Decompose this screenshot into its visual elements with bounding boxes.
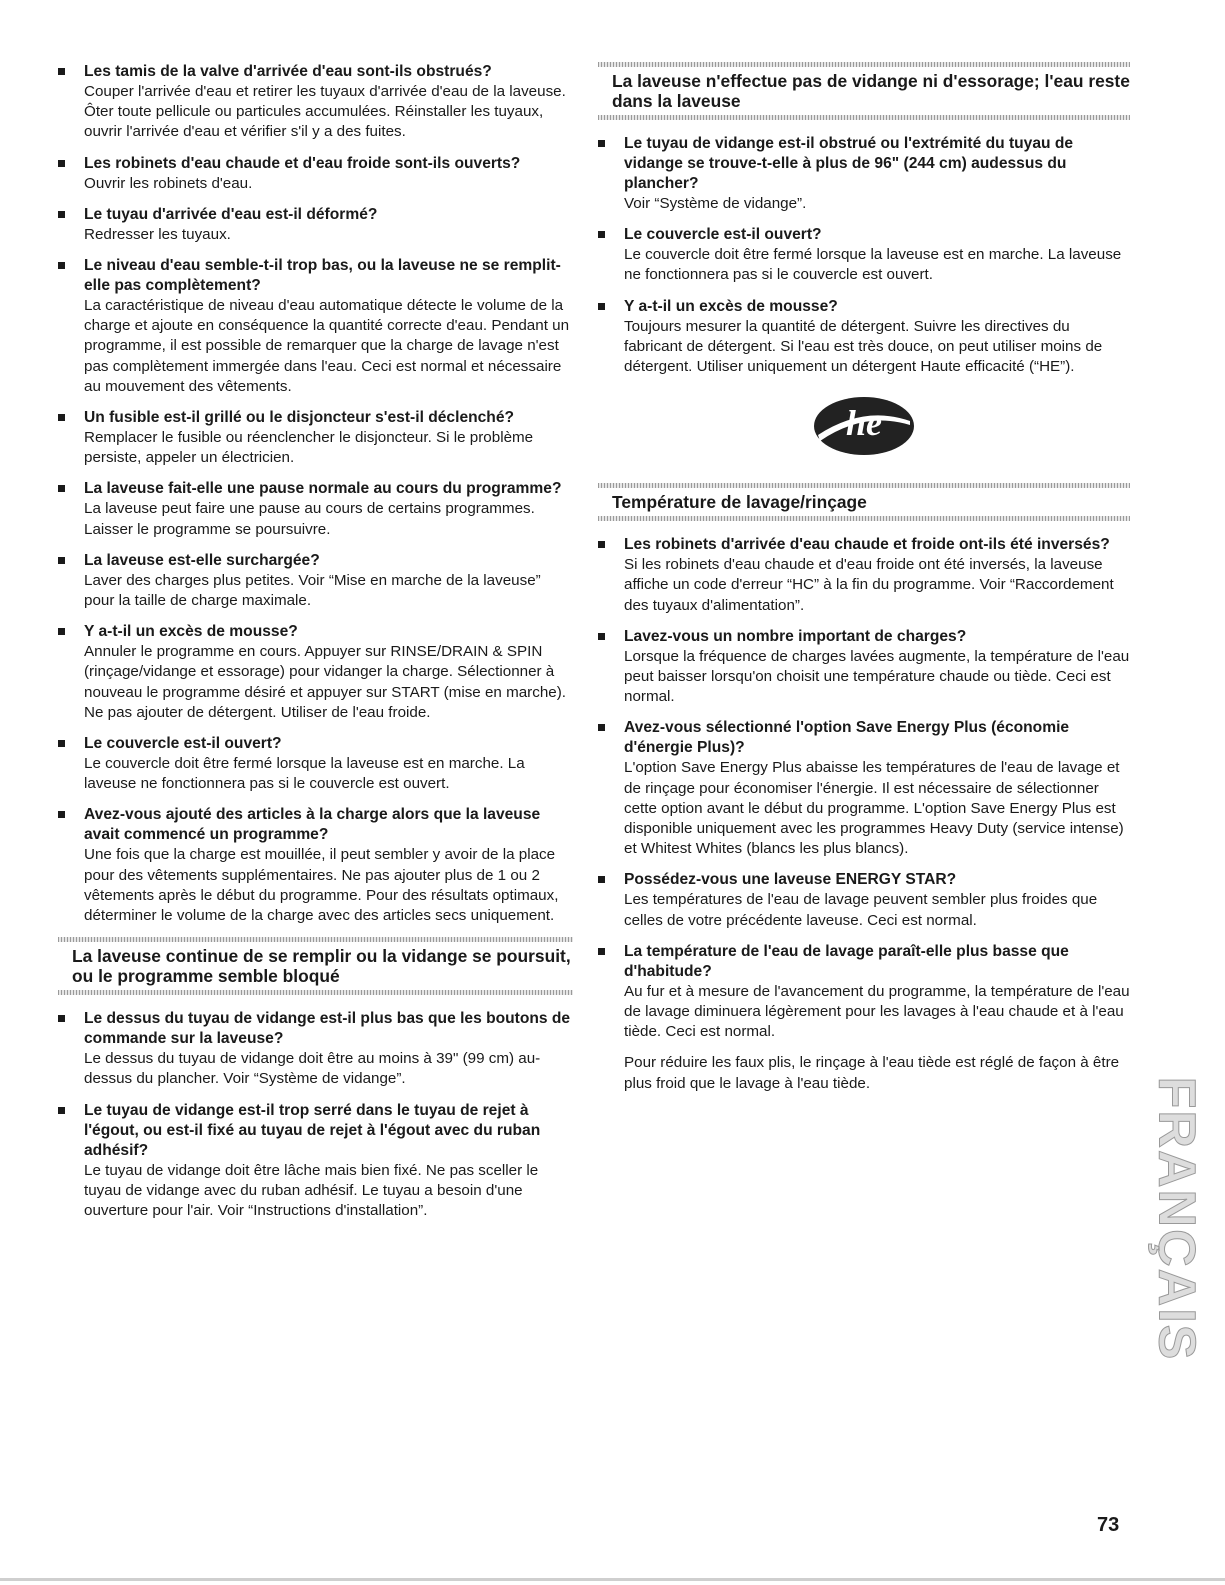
bullet-icon	[58, 557, 65, 564]
faq-question: Les tamis de la valve d'arrivée d'eau sont-ils obstrués?	[84, 63, 492, 80]
faq-item	[598, 942, 1130, 1043]
bottom-rule	[0, 1578, 1225, 1581]
faq-answer: Couper l'arrivée d'eau et retirer les tuyaux d'arrivée d'eau de la laveuse. Ôter toute pellicule ou particules accumulées. Réinstaller les tuyaux, ouvrir l'arrivée d'eau et vérifier s'il y a des fuites.	[84, 83, 566, 141]
faq-item	[58, 622, 573, 723]
faq-item	[58, 805, 573, 926]
faq-answer: Si les robinets d'eau chaude et d'eau froide ont été inversés, la laveuse affiche un code d'erreur “HC” à la fin du programme. Voir “Raccordement des tuyaux d'alimentation”.	[624, 556, 1114, 614]
bullet-icon	[598, 724, 605, 731]
faq-item	[58, 479, 573, 539]
he-logo-icon	[812, 395, 916, 457]
faq-question: Le dessus du tuyau de vidange est-il plus bas que les boutons de commande sur la laveuse?	[84, 1010, 571, 1048]
left-column	[58, 62, 573, 1232]
faq-question: Lavez-vous un nombre important de charges?	[624, 627, 967, 645]
faq-question: Avez-vous ajouté des articles à la charge alors que la laveuse avait commencé un programme?	[84, 806, 541, 844]
faq-answer: Toujours mesurer la quantité de détergent. Suivre les directives du fabricant de détergent. Si l'eau est très douce, on peut utiliser moins de détergent. Utiliser uniquement un détergent Haute efficacité (“HE”).	[624, 317, 1103, 376]
bullet-icon	[58, 1107, 65, 1114]
faq-item	[598, 718, 1130, 859]
right-column	[598, 62, 1130, 1094]
faq-answer: Le couvercle doit être fermé lorsque la laveuse est en marche. La laveuse ne fonctionnera pas si le couvercle est ouvert.	[84, 755, 525, 793]
faq-answer: La caractéristique de niveau d'eau automatique détecte le volume de la charge et ajoute en conséquence la quantité correcte d'eau. Pendant un programme, il est possible de remarquer que la charge de lavage n'est pas complètement immergée dans l'eau. Ceci est normal et nécessaire au mouvement des vêtements.	[84, 297, 570, 395]
bullet-icon	[598, 140, 605, 147]
bullet-icon	[598, 541, 605, 548]
side-tab-label: FRANÇAIS	[1147, 1076, 1206, 1362]
bullet-icon	[598, 948, 605, 955]
bullet-icon	[58, 485, 65, 492]
faq-answer: Remplacer le fusible ou réenclencher le disjoncteur. Si le problème persiste, appeler un électricien.	[84, 429, 534, 467]
faq-item	[58, 551, 573, 611]
faq-answer: Lorsque la fréquence de charges lavées augmente, la température de l'eau peut baisser lorsqu'on choisit une température chaude ou tiède. Ceci est normal.	[624, 647, 1130, 706]
faq-answer: Laver des charges plus petites. Voir “Mise en marche de la laveuse” pour la taille de charge maximale.	[84, 571, 541, 610]
faq-item	[598, 627, 1130, 708]
faq-item	[598, 535, 1130, 616]
faq-answer: Annuler le programme en cours. Appuyer sur RINSE/DRAIN & SPIN (rinçage/vidange et essorage) pour vidanger la charge. Sélectionner à nouveau le programme désiré et appuyer sur START (mise en marche). Ne pas ajouter de détergent. Utiliser de l'eau froide.	[84, 643, 566, 721]
faq-answer: Une fois que la charge est mouillée, il peut sembler y avoir de la place pour des vêtements supplémentaires. Ne pas ajouter plus de 1 ou 2 vêtements après le début du programme. Pour des résultats optimaux, déterminer le volume de la charge avec des articles secs uniquement.	[84, 846, 559, 925]
language-side-tab	[1147, 1076, 1206, 1362]
right-items-b	[598, 535, 1130, 1042]
faq-item	[58, 62, 573, 143]
faq-item	[598, 134, 1130, 214]
right-items-a	[598, 134, 1130, 377]
left-items-b	[58, 1009, 573, 1221]
faq-answer: La laveuse peut faire une pause au cours de certains programmes. Laisser le programme se poursuivre.	[84, 500, 535, 538]
faq-question: Le couvercle est-il ouvert?	[624, 226, 822, 244]
faq-item	[58, 1009, 573, 1089]
bullet-icon	[58, 211, 65, 218]
bullet-icon	[58, 160, 65, 167]
faq-item	[58, 408, 573, 468]
bullet-icon	[58, 414, 65, 421]
bullet-icon	[58, 740, 65, 747]
section-heading-drain: La laveuse n'effectue pas de vidange ni d'essorage; l'eau reste dans la laveuse	[598, 62, 1130, 120]
faq-answer: Ouvrir les robinets d'eau.	[84, 174, 253, 192]
faq-question: Le couvercle est-il ouvert?	[84, 735, 282, 753]
faq-question: La température de l'eau de lavage paraît-elle plus basse que d'habitude?	[624, 942, 1069, 980]
bullet-icon	[58, 811, 65, 818]
faq-item	[58, 154, 573, 194]
faq-answer: Les températures de l'eau de lavage peuvent sembler plus froides que celles de votre précédente laveuse. Ceci est normal.	[624, 891, 1098, 929]
faq-item	[598, 870, 1130, 930]
faq-question: Y a-t-il un excès de mousse?	[84, 623, 298, 641]
faq-question: Le tuyau d'arrivée d'eau est-il déformé?	[84, 205, 378, 223]
faq-answer: Le dessus du tuyau de vidange doit être au moins à 39" (99 cm) au-dessus du plancher. Voir “Système de vidange”.	[84, 1050, 541, 1088]
faq-item	[598, 297, 1130, 378]
faq-item	[58, 734, 573, 794]
bullet-icon	[58, 68, 65, 75]
section-heading-filling: La laveuse continue de se remplir ou la vidange se poursuit, ou le programme semble bloqué	[58, 937, 573, 995]
faq-answer: Au fur et à mesure de l'avancement du programme, la température de l'eau de lavage diminuera légèrement pour les lavages à l'eau chaude et à l'eau tiède. Ceci est normal.	[624, 982, 1130, 1041]
faq-item	[598, 225, 1130, 285]
bullet-icon	[58, 262, 65, 269]
faq-question: Le tuyau de vidange est-il trop serré dans le tuyau de rejet à l'égout, ou est-il fixé au tuyau de rejet à l'égout avec du ruban adhésif?	[84, 1101, 541, 1159]
faq-item	[58, 256, 573, 397]
faq-question: Le tuyau de vidange est-il obstrué ou l'extrémité du tuyau de vidange se trouve-t-elle à plus de 96" (244 cm) audessus du plancher?	[624, 135, 1074, 192]
faq-question: Les robinets d'arrivée d'eau chaude et froide ont-ils été inversés?	[624, 536, 1110, 554]
faq-answer: Redresser les tuyaux.	[84, 225, 231, 243]
section-heading-temperature: Température de lavage/rinçage	[598, 483, 1130, 521]
faq-item	[58, 205, 573, 245]
left-items-a	[58, 62, 573, 926]
faq-question: La laveuse est-elle surchargée?	[84, 551, 320, 569]
faq-question: Les robinets d'eau chaude et d'eau froide sont-ils ouverts?	[84, 154, 521, 172]
bullet-icon	[598, 876, 605, 883]
faq-question: La laveuse fait-elle une pause normale au cours du programme?	[84, 480, 562, 498]
faq-item	[58, 1101, 573, 1222]
faq-question: Possédez-vous une laveuse ENERGY STAR?	[624, 871, 957, 889]
faq-question: Avez-vous sélectionné l'option Save Energy Plus (économie d'énergie Plus)?	[624, 719, 1070, 757]
faq-answer: Voir “Système de vidange”.	[624, 195, 807, 212]
faq-answer: Le couvercle doit être fermé lorsque la laveuse est en marche. La laveuse ne fonctionnera pas si le couvercle est ouvert.	[624, 246, 1122, 284]
faq-question: Le niveau d'eau semble-t-il trop bas, ou la laveuse ne se remplit-elle pas complètement?	[84, 257, 561, 295]
faq-question: Y a-t-il un excès de mousse?	[624, 297, 838, 315]
bullet-icon	[598, 231, 605, 238]
faq-question: Un fusible est-il grillé ou le disjoncteur s'est-il déclenché?	[84, 409, 515, 427]
bullet-icon	[598, 303, 605, 310]
faq-answer: L'option Save Energy Plus abaisse les températures de l'eau de lavage et de rinçage pour économiser l'énergie. Il est nécessaire de sélectionner cette option avant le début du programme. L'option Save Energy Plus est disponible uniquement avec les programmes Heavy Duty (service intense) et Whitest Whites (blancs les plus blancs).	[624, 759, 1124, 858]
temperature-note: Pour réduire les faux plis, le rinçage à l'eau tiède est réglé de façon à être plus froid que le lavage à l'eau tiède.	[624, 1054, 1120, 1092]
he-logo-text: he	[846, 403, 882, 444]
faq-answer: Le tuyau de vidange doit être lâche mais bien fixé. Ne pas sceller le tuyau de vidange avec du ruban adhésif. Le tuyau a besoin d'une ouverture pour l'air. Voir “Instructions d'installation”.	[84, 1161, 539, 1220]
bullet-icon	[598, 633, 605, 640]
page-number: 73	[1097, 1514, 1120, 1536]
bullet-icon	[58, 628, 65, 635]
bullet-icon	[58, 1015, 65, 1022]
